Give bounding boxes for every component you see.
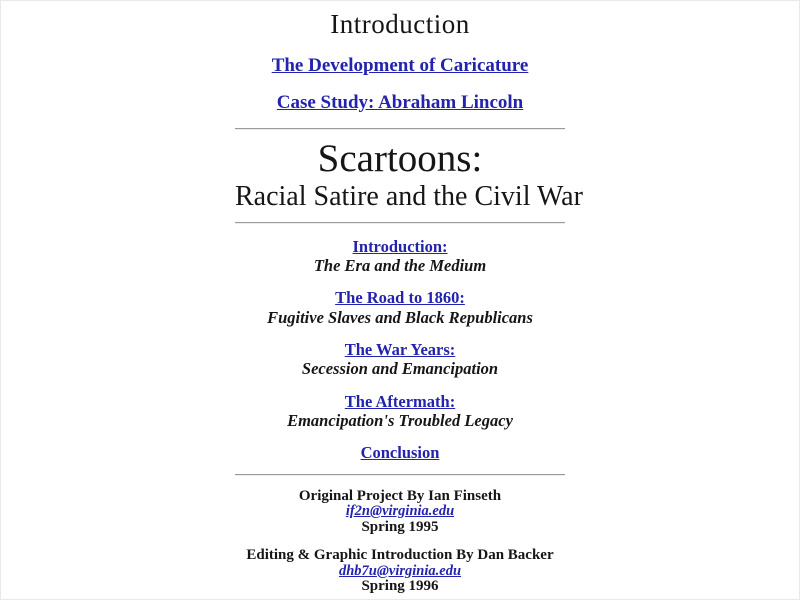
- toc-link-conclusion[interactable]: Conclusion: [360, 443, 440, 463]
- toc-subtitle: Fugitive Slaves and Black Republicans: [267, 307, 533, 327]
- credit-original-project: [235, 489, 565, 536]
- link-case-study-lincoln[interactable]: Case Study: Abraham Lincoln: [276, 92, 524, 113]
- toc-link-war-years[interactable]: The War Years:: [344, 339, 456, 359]
- email-link-finseth[interactable]: if2n@virginia.edu: [345, 503, 455, 519]
- divider: [235, 222, 565, 224]
- page-title: Scartoons:: [317, 137, 483, 180]
- toc-item-road-to-1860: [235, 289, 565, 326]
- toc-subtitle: Emancipation's Troubled Legacy: [287, 410, 513, 430]
- divider: [235, 474, 565, 476]
- toc-link-aftermath[interactable]: The Aftermath:: [344, 391, 456, 411]
- credit-line: Editing & Graphic Introduction By Dan Backer: [246, 547, 554, 563]
- toc-subtitle: The Era and the Medium: [313, 256, 487, 275]
- toc-item-introduction: [235, 238, 565, 275]
- content-column: [235, 1, 583, 600]
- toc-item-aftermath: [235, 393, 565, 430]
- toc-link-road-to-1860[interactable]: The Road to 1860:: [335, 288, 465, 308]
- intro-heading: Introduction: [330, 9, 470, 39]
- link-development-of-caricature[interactable]: The Development of Caricature: [271, 55, 529, 76]
- email-link-backer[interactable]: dhb7u@virginia.edu: [338, 562, 462, 579]
- toc-subtitle: Secession and Emancipation: [301, 359, 499, 379]
- credit-term: Spring 1996: [361, 578, 439, 594]
- divider: [235, 128, 565, 130]
- credits-section: [235, 489, 565, 595]
- credit-term: Spring 1995: [361, 518, 439, 535]
- page-subtitle: Racial Satire and the Civil War: [235, 180, 583, 212]
- credit-line: Original Project By Ian Finseth: [298, 487, 502, 504]
- table-of-contents: [235, 238, 565, 462]
- credit-editing: [235, 548, 565, 595]
- toc-link-introduction[interactable]: Introduction:: [352, 236, 448, 256]
- toc-item-war-years: [235, 341, 565, 378]
- toc-item-conclusion: [235, 444, 565, 461]
